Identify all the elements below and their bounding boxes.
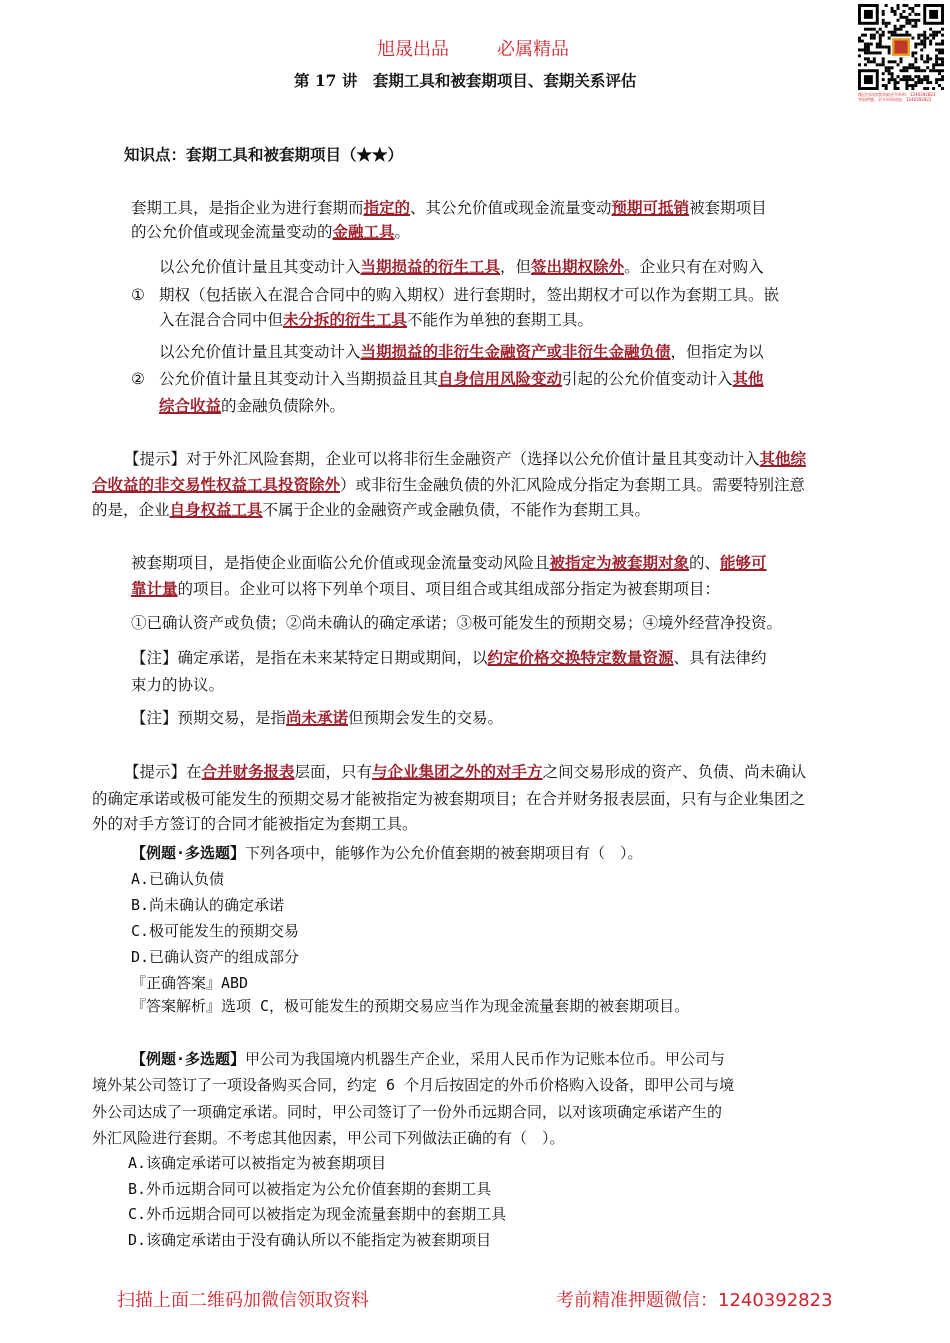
tip1-line-1 (124, 449, 806, 469)
example1-question (131, 842, 643, 863)
text: 【注】预期交易，是指 (131, 709, 287, 727)
hi-line-2 (131, 222, 410, 242)
text: 的是，企业 (92, 501, 170, 519)
lecture-title: 第 17 讲 套期工具和被套期项目、套期关系评估 (294, 71, 637, 90)
text: 【提示】在 (124, 763, 202, 781)
text: 。 (394, 223, 411, 241)
highlight: 约定价格交换特定数量资源 (487, 648, 674, 667)
highlight: 能够可 (720, 553, 767, 572)
highlight: 尚未承诺 (286, 708, 349, 727)
text: ，但指定为以 (670, 343, 764, 361)
text: 【提示】对于外汇风险套期，企业可以将非衍生金融资产（选择以公允价值计量且其变动计入 (124, 450, 760, 468)
highlight: 当期损益的衍生工具 (360, 257, 501, 276)
qr-note-line-2: 考前押题，更多资料请加：1240392823 (858, 97, 932, 102)
text: 层面，只有 (294, 763, 373, 781)
brand-right: 必属精品 (497, 39, 569, 60)
example2-option-a: A.该确定承诺可以被指定为被套期项目 (128, 1154, 387, 1172)
hedged-line-1 (131, 553, 767, 573)
highlight: 综合收益 (159, 396, 222, 415)
text: 的公允价值或现金流量变动的 (131, 223, 333, 241)
example2-line-3: 外公司达成了一项确定承诺。同时，甲公司签订了一份外币远期合同，以对该项确定承诺产生的 (92, 1103, 723, 1121)
text: 被套期项目，是指使企业面临公允价值或现金流量变动风险且 (131, 554, 550, 572)
qr-note-line-1: 微信扫码加我领取更多资料：1240392823 (858, 92, 936, 97)
text: 、其公允价值或现金流量变动 (410, 199, 612, 217)
highlight: 其他综 (759, 449, 807, 468)
highlight: 靠计量 (131, 579, 178, 598)
highlight: 合收益的非交易性权益工具投资除外 (92, 475, 341, 494)
text: 引起的公允价值变动计入 (562, 370, 733, 388)
item-1-line-3 (159, 310, 593, 330)
note1-line-2: 束力的协议。 (131, 676, 225, 694)
example-tag: 【例题·多选题】 (131, 844, 246, 862)
question-text: 甲公司为我国境内机器生产企业，采用人民币作为记账本位币。甲公司与 (245, 1050, 726, 1068)
text: 被套期项目 (689, 199, 767, 217)
tip1-line-2 (92, 475, 805, 495)
highlight: 自身权益工具 (169, 500, 263, 519)
example1-option-a: A.已确认负债 (131, 870, 225, 888)
highlight: 当期损益的非衍生金融资产或非衍生金融负债 (360, 342, 671, 361)
text: 的、 (689, 554, 721, 572)
text: 以公允价值计量且其变动计入 (159, 343, 361, 361)
example1-answer: 『正确答案』ABD (131, 974, 249, 992)
text: 的项目。企业可以将下列单个项目、项目组合或其组成部分指定为被套期项目： (177, 580, 721, 598)
text: 之间交易形成的资产、负债、尚未确认 (542, 763, 807, 781)
tip2-line-1 (124, 762, 806, 782)
qr-note (858, 92, 950, 102)
hi-line-1 (131, 198, 767, 218)
item-2-number: ② (131, 370, 145, 388)
knowledge-heading: 知识点：套期工具和被套期项目（★★） (124, 145, 404, 164)
highlight: 签出期权除外 (531, 257, 625, 276)
example1-option-d: D.已确认资产的组成部分 (131, 948, 300, 966)
text: 不属于企业的金融资产或金融负债，不能作为套期工具。 (262, 501, 651, 519)
item-1-number: ① (131, 286, 145, 304)
item-1-line-1 (159, 257, 764, 277)
item-2-line-3 (159, 396, 345, 416)
example1-analysis: 『答案解析』选项 C，极可能发生的预期交易应当作为现金流量套期的被套期项目。 (131, 997, 690, 1015)
tip2-line-2: 的确定承诺或极可能发生的预期交易才能被指定为被套期项目；在合并财务报表层面，只有与企业集团之 (92, 790, 806, 808)
example1-option-b: B.尚未确认的确定承诺 (131, 896, 285, 914)
highlight: 被指定为被套期对象 (549, 553, 690, 572)
item-2-line-2 (159, 369, 764, 389)
text: ）或非衍生金融负债的外汇风险成分指定为套期工具。需要特别注意 (340, 476, 806, 494)
brand-left: 旭晟出品 (377, 39, 449, 60)
hedged-line-2 (131, 579, 720, 599)
example1-option-c: C.极可能发生的预期交易 (131, 922, 300, 940)
text: 以公允价值计量且其变动计入 (159, 258, 361, 276)
highlight: 指定的 (363, 198, 411, 217)
example-tag: 【例题·多选题】 (131, 1050, 246, 1068)
example2-option-d: D.该确定承诺由于没有确认所以不能指定为被套期项目 (128, 1231, 492, 1249)
text: 但预期会发生的交易。 (348, 709, 504, 727)
tip2-line-3: 外的对手方签订的合同才能被指定为套期工具。 (92, 815, 418, 833)
highlight: 自身信用风险变动 (438, 369, 563, 388)
item-1-line-2: 期权（包括嵌入在混合合同中的购入期权）进行套期时，签出期权才可以作为套期工具。嵌 (159, 286, 780, 304)
text: 【注】确定承诺，是指在未来某特定日期或期间，以 (131, 649, 488, 667)
text: 套期工具，是指企业为进行套期而 (131, 199, 364, 217)
hedged-list: ①已确认资产或负债；②尚未确认的确定承诺；③极可能发生的预期交易；④境外经营净投资。 (131, 614, 783, 632)
highlight: 其他 (732, 369, 764, 388)
highlight: 合并财务报表 (201, 762, 295, 781)
example2-line-1 (131, 1048, 725, 1069)
note2 (131, 708, 503, 728)
highlight: 金融工具 (332, 222, 395, 241)
footer-right: 考前精准押题微信：1240392823 (556, 1290, 833, 1311)
qr-code-icon[interactable] (858, 4, 944, 90)
footer-left: 扫描上面二维码加微信领取资料 (117, 1290, 369, 1311)
item-2-line-1 (159, 342, 764, 362)
highlight: 未分拆的衍生工具 (283, 310, 408, 329)
text: 公允价值计量且其变动计入当期损益且其 (159, 370, 439, 388)
question-text: 下列各项中，能够作为公允价值套期的被套期项目有（ ）。 (245, 844, 643, 862)
text: ，但 (500, 258, 532, 276)
text: 的金融负债除外。 (221, 397, 346, 415)
tip1-line-3 (92, 500, 650, 520)
example2-option-b: B.外币远期合同可以被指定为公允价值套期的套期工具 (128, 1180, 492, 1198)
example2-line-4: 外汇风险进行套期。不考虑其他因素，甲公司下列做法正确的有（ ）。 (92, 1129, 565, 1147)
example2-option-c: C.外币远期合同可以被指定为现金流量套期中的套期工具 (128, 1205, 507, 1223)
text: 。企业只有在对购入 (624, 258, 764, 276)
highlight: 与企业集团之外的对手方 (372, 762, 543, 781)
note1-line-1 (131, 648, 767, 668)
text: 不能作为单独的套期工具。 (407, 311, 594, 329)
highlight: 预期可抵销 (611, 198, 690, 217)
text: 、具有法律约 (673, 649, 767, 667)
text: 入在混合合同中但 (159, 311, 284, 329)
example2-line-2: 境外某公司签订了一项设备购买合同，约定 6 个月后按固定的外币价格购入设备，即甲公司与境 (92, 1076, 735, 1094)
